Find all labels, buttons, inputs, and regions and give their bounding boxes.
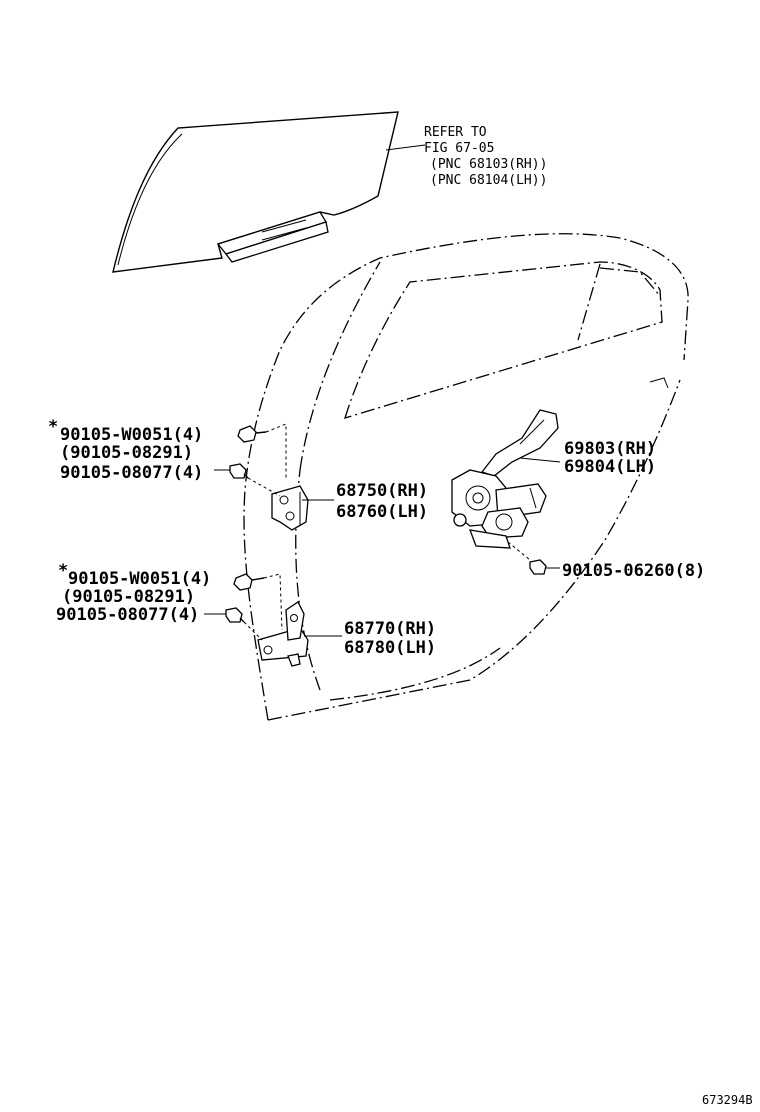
regulator-bolt-icon (530, 560, 546, 574)
refer-line-3: (PNC 68103(RH)) (430, 157, 548, 172)
upper-bolt-a-mark: * (48, 417, 59, 437)
lower-hinge-lh-label: 68780(LH) (344, 638, 437, 658)
regulator-rh-label: 69803(RH) (564, 439, 657, 459)
regulator-bolt-label: 90105-06260(8) (562, 561, 706, 581)
refer-line-2: FIG 67-05 (424, 141, 495, 156)
upper-hinge-lh-label: 68760(LH) (336, 502, 429, 522)
lower-hinge-rh-label: 68770(RH) (344, 619, 437, 639)
upper-hinge-rh-label: 68750(RH) (336, 481, 429, 501)
lower-bolt-a-icon (234, 574, 264, 590)
upper-bolt-b-label: 90105-08077(4) (60, 463, 204, 483)
regulator-lh-label: 69804(LH) (564, 457, 657, 477)
lower-bolt-a-alt-label: (90105-08291) (62, 587, 196, 607)
figure-id: 673294B (702, 1093, 753, 1107)
window-regulator (452, 410, 558, 548)
lower-bolt-b-icon (226, 608, 244, 622)
lower-bolt-a-mark: * (58, 561, 69, 581)
lower-bolt-b-label: 90105-08077(4) (56, 605, 200, 625)
refer-line-1: REFER TO (424, 125, 487, 140)
upper-bolt-b-icon (230, 464, 248, 478)
lower-bolt-a-label: 90105-W0051(4) (68, 569, 212, 589)
upper-bolt-a-alt-label: (90105-08291) (60, 443, 194, 463)
refer-line-4: (PNC 68104(LH)) (430, 173, 548, 188)
upper-hinge (272, 486, 308, 530)
door-glass (113, 112, 398, 272)
lower-hinge (258, 602, 308, 666)
upper-bolt-a-icon (238, 426, 266, 442)
glass-leader-line (386, 145, 425, 150)
upper-bolt-a-label: 90105-W0051(4) (60, 425, 204, 445)
